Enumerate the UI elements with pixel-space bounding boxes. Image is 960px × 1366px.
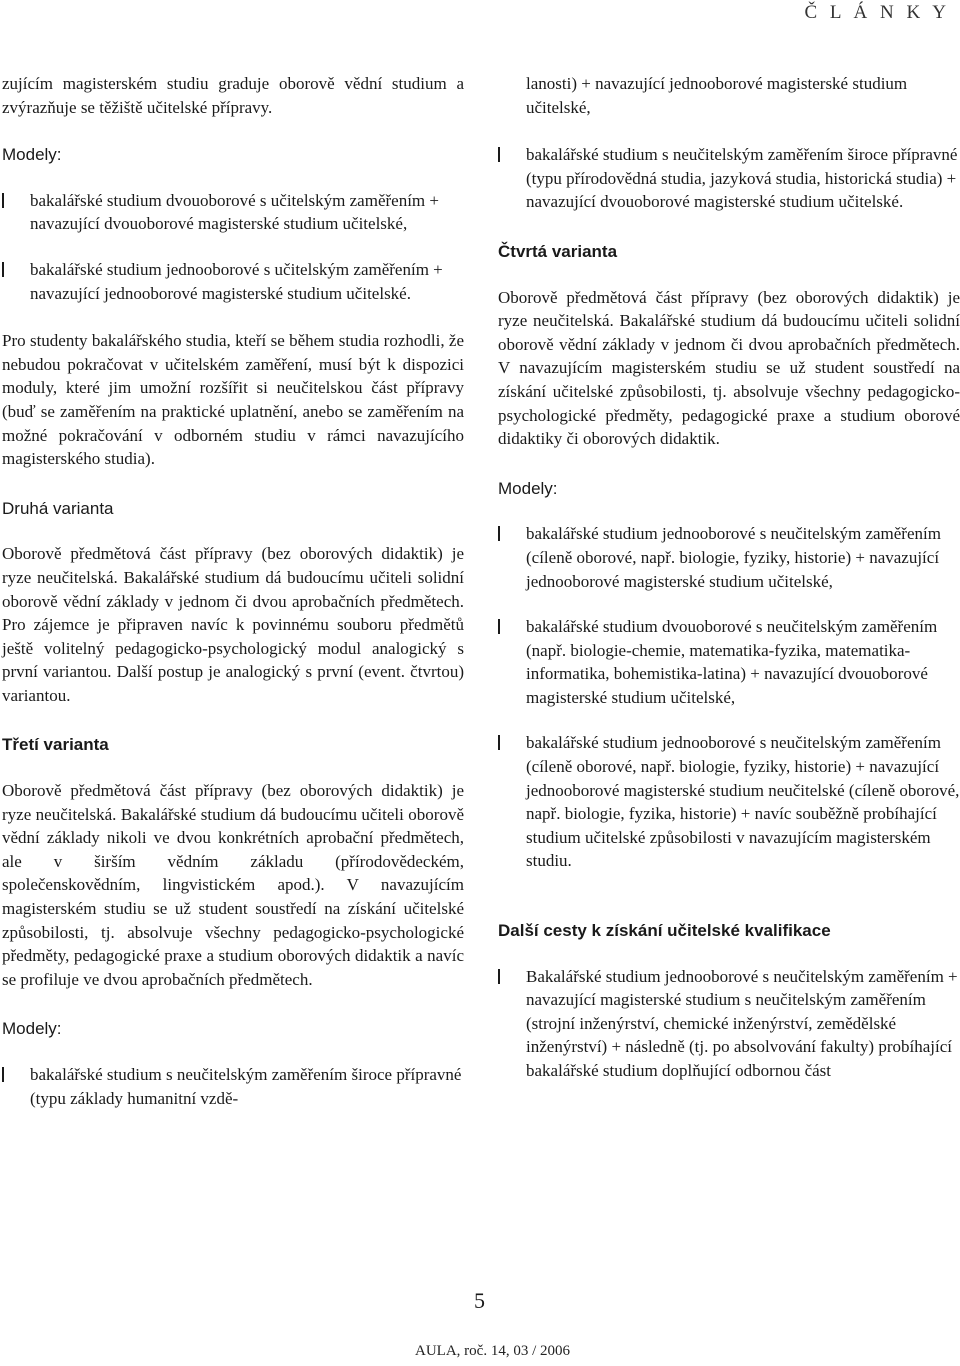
list-item-text: Bakalářské studium jednooborové s neučitelským zaměřením + navazující magisterské studium s neučitelským zaměřením (strojní inženýrství, chemické inženýrství, zemědělské inženýrství) + následně (tj. po absolvování fakulty) probíhající bakalářské studium doplňující odbornou část — [526, 966, 958, 1080]
models-heading: Modely: — [2, 145, 62, 165]
third-variant-paragraph: Oborově předmětová část přípravy (bez oborových didaktik) je ryze neučitelská. Bakalářské studium dá budoucímu učiteli oborově vědní základy nikoli ve dvou konkrétních aprobační předmětech, ale v širším vědním základu (přírodovědeckém, společenskovědním, lingvistickém apod.). V navazujícím magisterském studiu se už student soustředí na získání učitelské způsobilosti, tj. absolvuje všechny pedagogicko-psychologické předměty, pedagogické praxe a studium oborových didaktik a navíc se profiluje ve dvou aprobačních předmětech. — [2, 781, 464, 989]
list-item-text: bakalářské studium dvouoborové s učitelským zaměřením + navazující dvouoborové magisterské studium učitelské, — [30, 190, 439, 234]
page-number: 5 — [474, 1288, 485, 1313]
bullet-marker — [2, 262, 4, 277]
footer-citation: AULA, roč. 14, 03 / 2006 — [415, 1343, 570, 1359]
intro-paragraph: zujícím magisterském studiu graduje oborově vědní studium a zvýrazňuje se těžiště učitelské přípravy. — [2, 74, 464, 117]
list-item-text: bakalářské studium jednooborové s učitelským zaměřením + navazující jednooborové magisterské studium učitelské. — [30, 259, 443, 303]
list-item — [498, 615, 960, 709]
bullet-marker — [498, 735, 500, 750]
fourth-variant-paragraph: Oborově předmětová část přípravy (bez oborových didaktik) je ryze neučitelská. Bakalářské studium dá budoucímu učiteli solidní oborově vědní základy v jednom či dvou aprobačních předmětech. V navazujícím magisterském studiu se už student soustředí na získání učitelské způsobilosti, tj. absolvuje všechny pedagogicko-psychologické předměty, pedagogické praxe a studium oborové didaktiky či oborových didaktik. — [498, 287, 960, 449]
models-heading: Modely: — [498, 478, 558, 498]
list-item — [498, 965, 960, 1083]
list-item-continuation: lanosti) + navazující jednooborové magisterské studium učitelské, — [526, 74, 908, 117]
students-paragraph: Pro studenty bakalářského studia, kteří se během studia rozhodli, že nebudou pokračovat v učitelském zaměření, musí být k dispozici moduly, které jim umožní rozšířit si neučitelskou část přípravy (buď se zaměřením na praktické uplatnění, anebo se zaměřením na možné pokračování v odborném studiu v rámci navazujícího magisterského studia). — [2, 331, 464, 469]
running-head: Č L Á N K Y — [804, 2, 950, 23]
list-item-text: bakalářské studium s neučitelským zaměřením široce přípravné (typu přírodovědná studia, jazyková studia, historická studia) + navazující dvouoborové magisterské studium učitelské. — [526, 145, 958, 212]
models-heading: Modely: — [2, 1019, 62, 1039]
models-list — [2, 189, 464, 305]
section-heading-third-variant: Třetí varianta — [2, 735, 109, 755]
models-list — [498, 522, 960, 873]
list-item-text: bakalářské studium jednooborové s neučitelským zaměřením (cíleně oborové, např. biologie, fyziky, historie) + navazující jednooborové magisterské studium neučitelské (cíleně oborové, např. biologie, fyzika, historie) + navíc souběžně probíhající studium učitelské způsobilosti v navazujícím magisterském studiu. — [526, 733, 960, 871]
list-item-text: bakalářské studium s neučitelským zaměřením široce přípravné (typu základy humanitní vzdě- — [30, 1065, 462, 1108]
bullet-marker — [2, 1067, 4, 1082]
second-variant-paragraph: Oborově předmětová část přípravy (bez oborových didaktik) je ryze neučitelská. Bakalářské studium dá budoucímu učiteli solidní oborově vědní základy v jednom či dvou aprobačních předmětech. Pro zájemce je připraven navíc k povinnému souboru předmětů ještě volitelný pedagogicko-psychologický modul analogický s první variantou. Další postup je analogický s první (event. čtvrtou) variantou. — [2, 544, 464, 705]
left-column — [2, 72, 464, 1110]
list-item — [498, 143, 960, 214]
bullet-marker — [498, 147, 500, 162]
list-item-text: bakalářské studium dvouoborové s neučitelským zaměřením (např. biologie-chemie, matematika-fyzika, matematika-informatika, bohemistika-latina) + navazující dvouoborové magisterské studium učitelské, — [526, 617, 938, 707]
right-column — [498, 72, 960, 1083]
list-item — [2, 1063, 464, 1110]
section-heading-other-paths: Další cesty k získání učitelské kvalifikace — [498, 921, 831, 941]
list-item — [2, 189, 464, 236]
bullet-marker — [498, 619, 500, 634]
list-item — [498, 731, 960, 873]
bullet-marker — [2, 193, 4, 208]
bullet-marker — [498, 969, 500, 984]
section-heading-second-variant: Druhá varianta — [2, 498, 114, 518]
bullet-marker — [498, 526, 500, 541]
list-item — [2, 258, 464, 305]
section-heading-fourth-variant: Čtvrtá varianta — [498, 241, 618, 261]
list-item-text: bakalářské studium jednooborové s neučitelským zaměřením (cíleně oborové, např. biologie, fyziky, historie) + navazující jednooborové magisterské studium učitelské, — [526, 524, 941, 591]
list-item — [498, 522, 960, 593]
